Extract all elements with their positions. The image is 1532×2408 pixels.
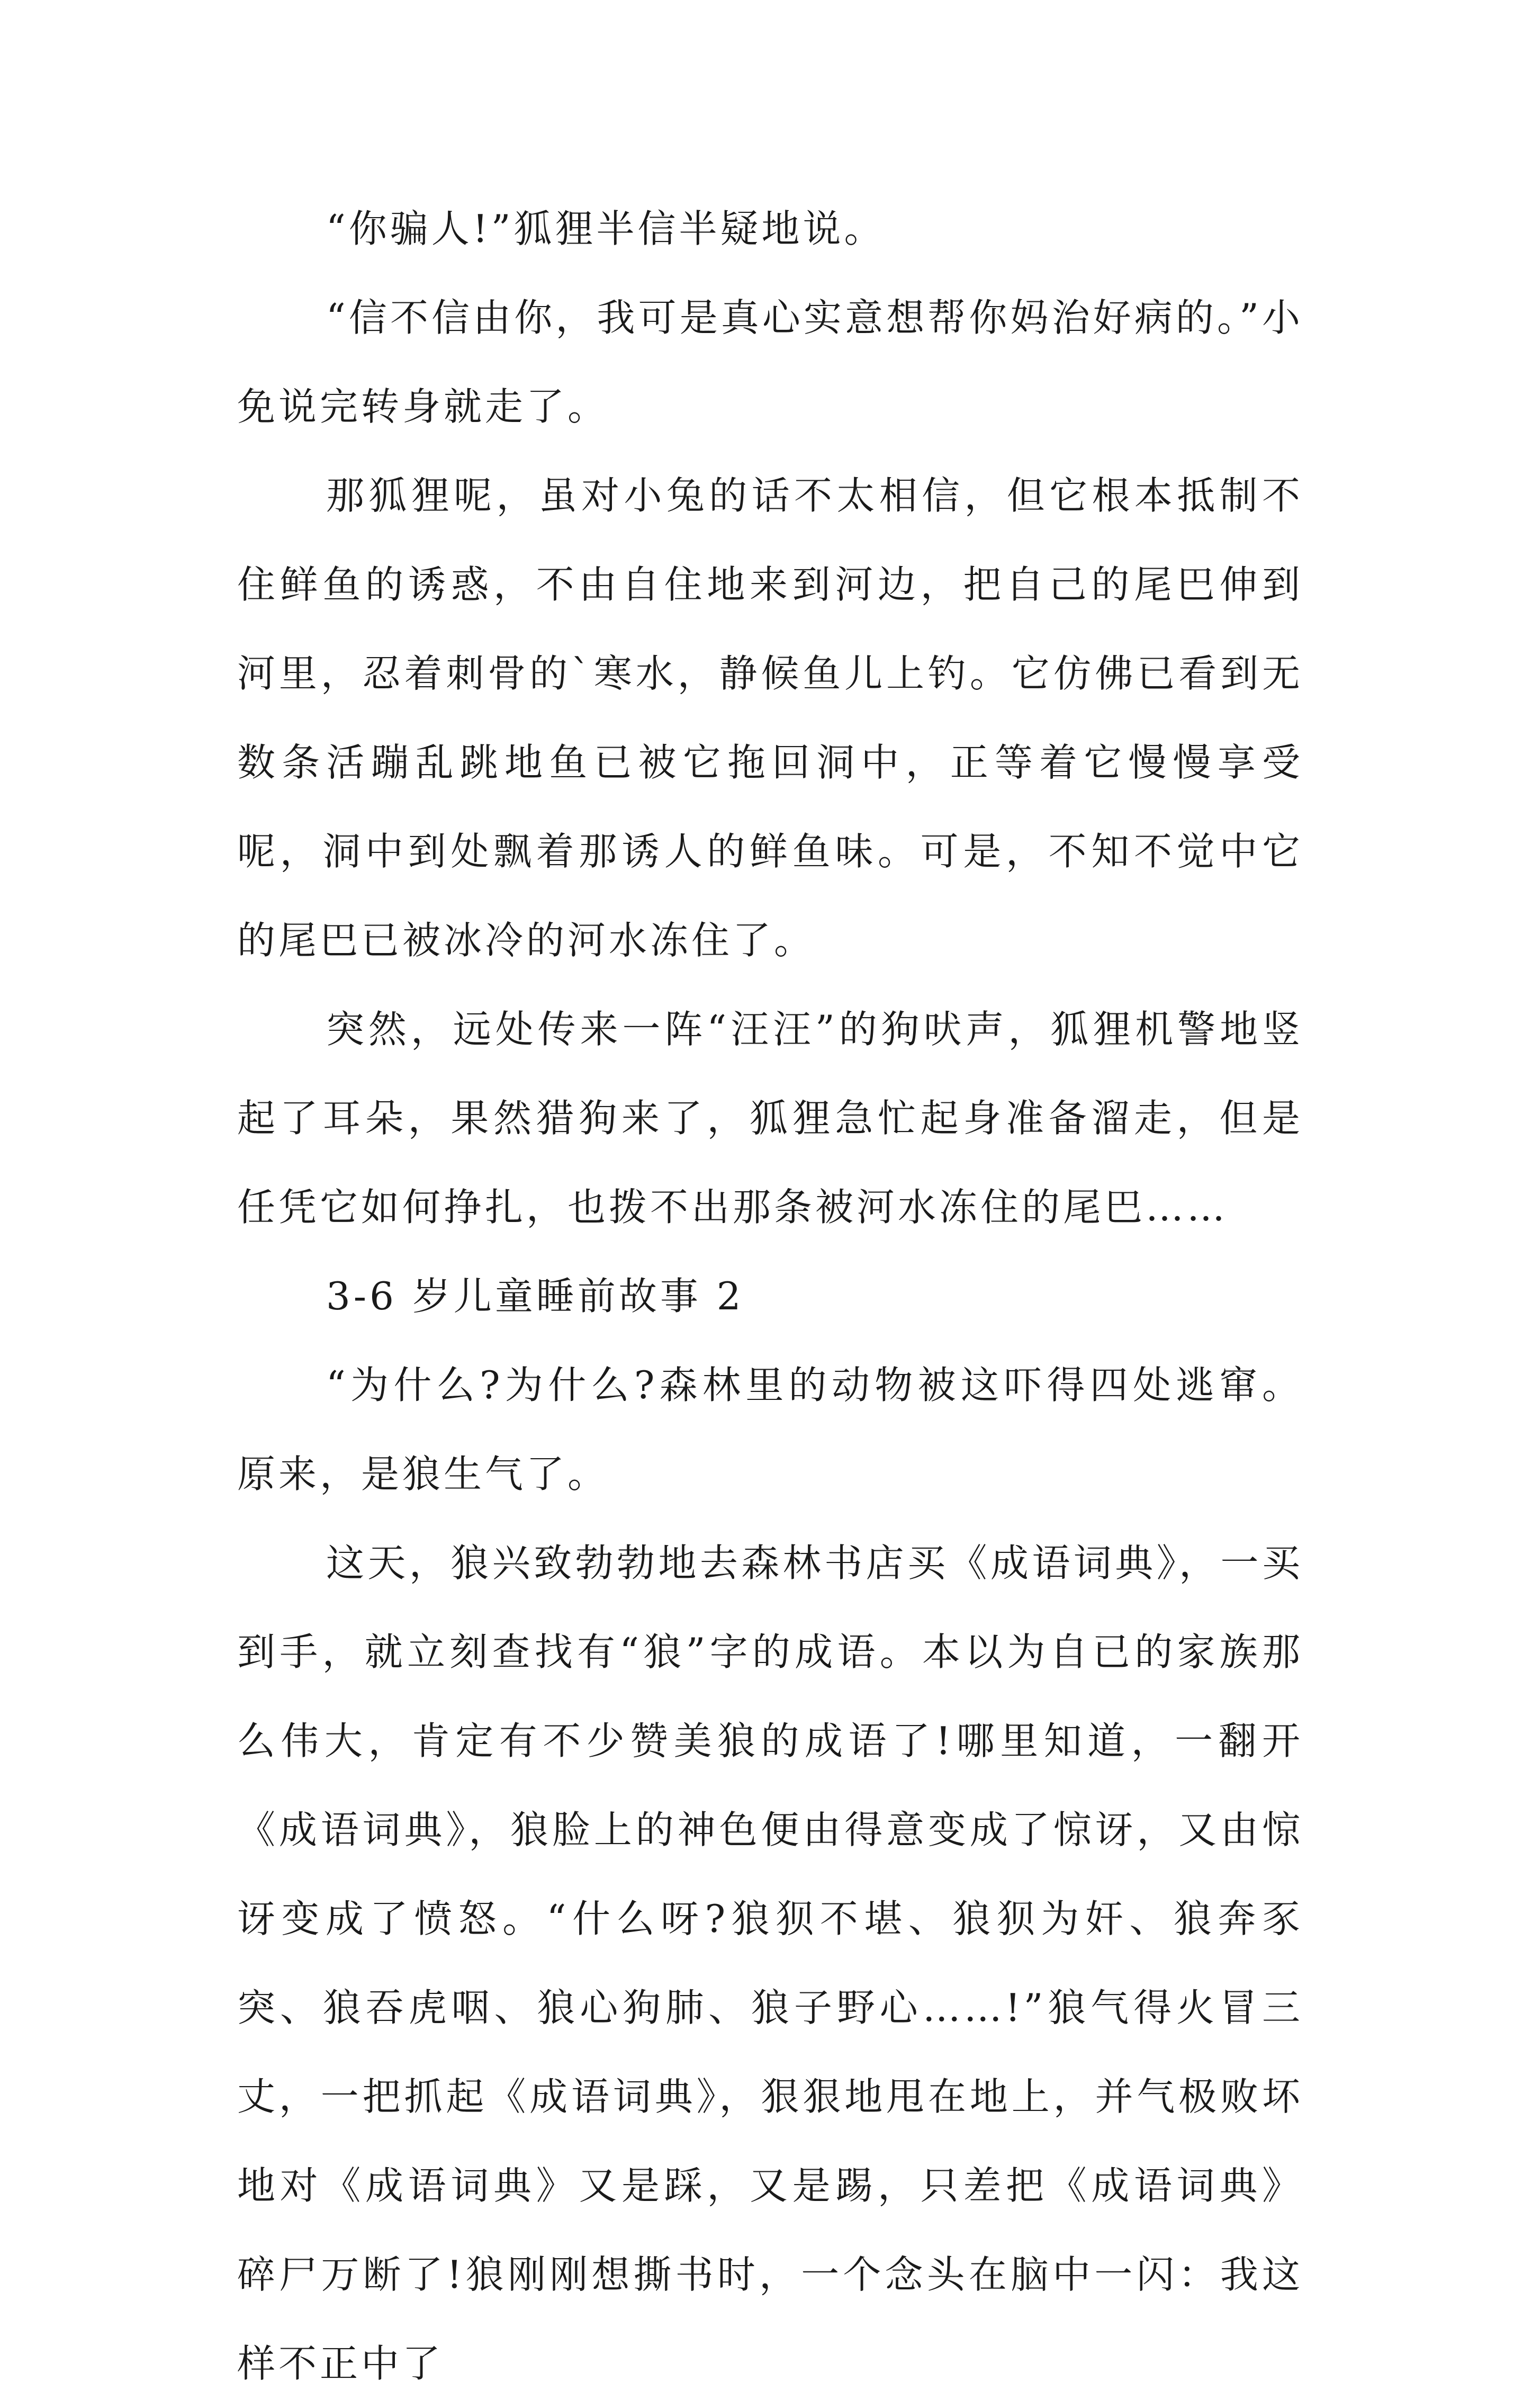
paragraph: 突然，远处传来一阵“汪汪”的狗吠声，狐狸机警地竖起了耳朵，果然猎狗来了，狐狸急忙起身准备溜走，但是任凭它如何挣扎，也拨不出那条被河水冻住的尾巴…… — [237, 1007, 1303, 1229]
paragraph: 那狐狸呢，虽对小兔的话不太相信，但它根本抵制不住鲜鱼的诱惑，不由自住地来到河边，把自己的尾巴伸到河里，忍着刺骨的`寒水，静候鱼儿上钓。它仿佛已看到无数条活蹦乱跳地鱼已被它拖回洞中，正等着它慢慢享受呢，洞中到处飘着那诱人的鲜鱼味。可是，不知不觉中它的尾巴已被冰冷的河水冻住了。 — [237, 473, 1303, 963]
paragraph: “为什么?为什么?森林里的动物被这吓得四处逃窜。原来，是狼生气了。 — [237, 1363, 1303, 1496]
document-body — [237, 184, 1303, 2408]
section-title: 3-6 岁儿童睡前故事 2 — [326, 1274, 744, 1318]
paragraph: “你骗人!”狐狸半信半疑地说。 — [326, 206, 886, 251]
paragraph: “信不信由你，我可是真心实意想帮你妈治好病的。”小免说完转身就走了。 — [237, 295, 1303, 429]
paragraph: 这天，狼兴致勃勃地去森林书店买《成语词典》，一买到手，就立刻查找有“狼”字的成语。本以为自已的家族那么伟大，肯定有不少赞美狼的成语了!哪里知道，一翻开《成语词典》，狼脸上的神色便由得意变成了惊讶，又由惊讶变成了愤怒。“什么呀?狼狈不堪、狼狈为奸、狼奔豕突、狼吞虎咽、狼心狗肺、狼子野心……!”狼气得火冒三丈，一把抓起《成语词典》，狠狠地甩在地上，并气极败坏地对《成语词典》又是踩，又是踢，只差把《成语词典》碎尸万断了!狼刚刚想撕书时，一个念头在脑中一闪：我这样不正中了 — [237, 1541, 1303, 2386]
